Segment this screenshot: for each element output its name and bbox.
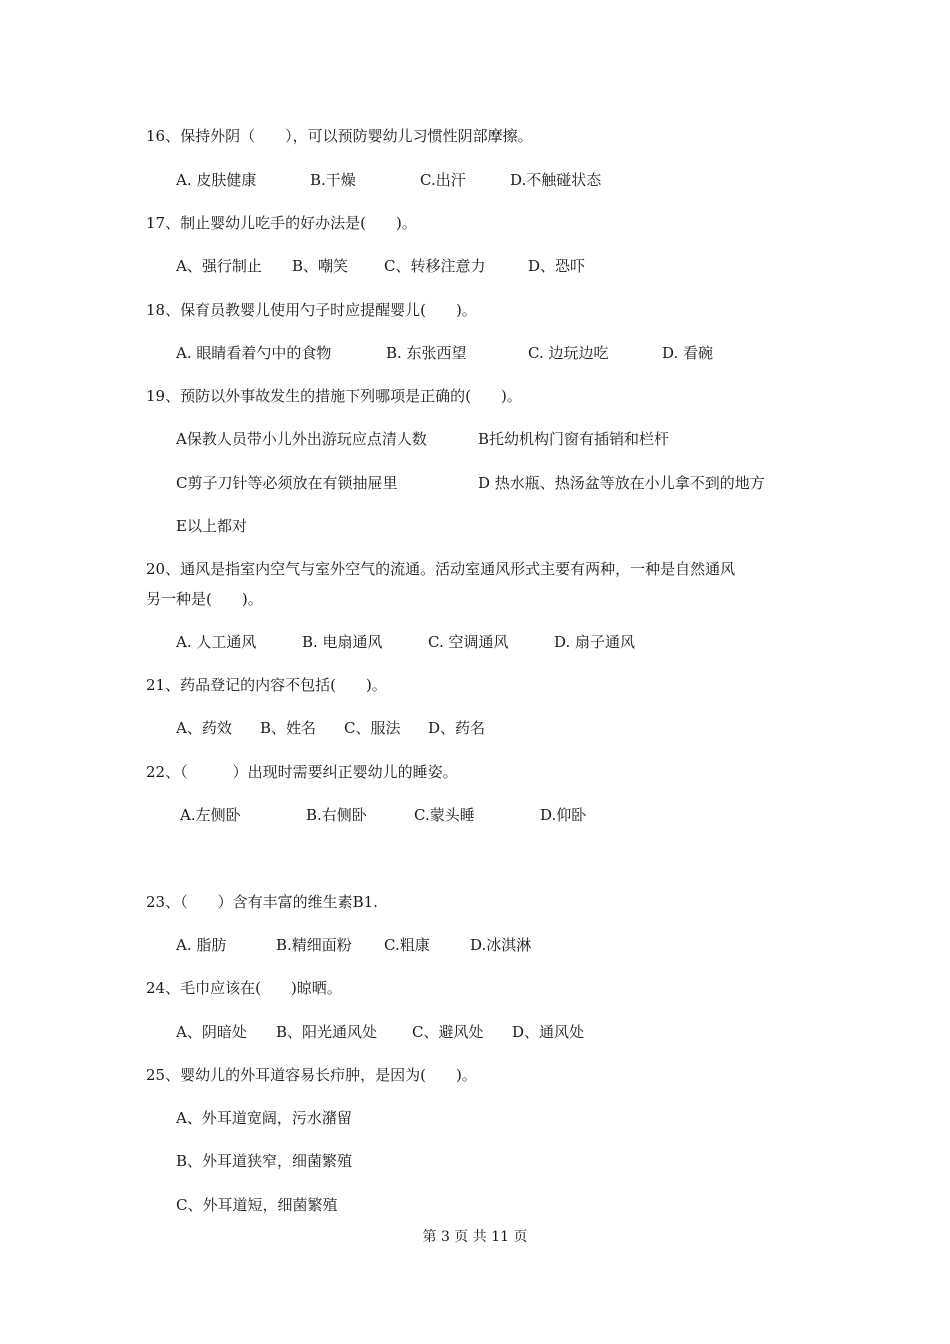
option-c: C.蒙头睡: [414, 806, 475, 824]
option-d: D.仰卧: [540, 806, 587, 824]
option-d: D、通风处: [512, 1023, 585, 1041]
option-a: A.左侧卧: [180, 806, 241, 824]
option-a: A、阴暗处: [176, 1023, 247, 1041]
option-a: A. 脂肪: [176, 936, 227, 954]
option-a: A. 皮肤健康: [176, 171, 257, 189]
option-b: B、姓名: [260, 719, 317, 737]
question-24: 24、毛巾应该在( )晾晒。: [146, 979, 342, 997]
option-b: B. 东张西望: [386, 344, 467, 362]
option-b: B、嘲笑: [292, 257, 349, 275]
question-22: 22、（ ）出现时需要纠正婴幼儿的睡姿。: [146, 763, 458, 781]
page-number-footer: 第 3 页 共 11 页: [422, 1229, 528, 1245]
option-b: B.精细面粉: [276, 936, 352, 954]
option-c: C.粗康: [384, 936, 430, 954]
option-c: C、服法: [344, 719, 401, 737]
option-e: E以上都对: [176, 517, 247, 535]
question-25: 25、婴幼儿的外耳道容易长疖肿，是因为( )。: [146, 1066, 477, 1084]
option-c: C、外耳道短，细菌繁殖: [176, 1196, 338, 1214]
option-b: B、外耳道狭窄，细菌繁殖: [176, 1152, 353, 1170]
option-d: D. 看碗: [662, 344, 714, 362]
question-16: 16、保持外阴（ ），可以预防婴幼儿习惯性阴部摩擦。: [146, 127, 533, 145]
option-c: C.出汗: [420, 171, 466, 189]
question-18: 18、保育员教婴儿使用勺子时应提醒婴儿( )。: [146, 301, 477, 319]
option-b: B托幼机构门窗有插销和栏杆: [478, 430, 670, 448]
question-23: 23、（ ）含有丰富的维生素B1.: [146, 893, 378, 911]
option-d: D、恐吓: [528, 257, 586, 275]
option-c: C、避风处: [412, 1023, 484, 1041]
option-d: D.不触碰状态: [510, 171, 602, 189]
option-d: D.冰淇淋: [470, 936, 532, 954]
question-21: 21、药品登记的内容不包括( )。: [146, 676, 387, 694]
option-c: C剪子刀针等必须放在有锁抽屉里: [176, 474, 398, 492]
question-20-line2: 另一种是( )。: [146, 590, 263, 608]
option-d: D、药名: [428, 719, 486, 737]
option-c: C、转移注意力: [384, 257, 486, 275]
option-b: B.右侧卧: [306, 806, 367, 824]
option-b: B.干燥: [310, 171, 356, 189]
option-d: D 热水瓶、热汤盆等放在小儿拿不到的地方: [478, 474, 765, 492]
option-c: C. 空调通风: [428, 633, 509, 651]
option-c: C. 边玩边吃: [528, 344, 609, 362]
question-17: 17、制止婴幼儿吃手的好办法是( )。: [146, 214, 417, 232]
option-a: A保教人员带小儿外出游玩应点清人数: [176, 430, 427, 448]
option-b: B. 电扇通风: [302, 633, 383, 651]
option-a: A、药效: [176, 719, 232, 737]
option-a: A、外耳道宽阔，污水潴留: [176, 1109, 352, 1127]
option-d: D. 扇子通风: [554, 633, 636, 651]
option-a: A、强行制止: [176, 257, 262, 275]
question-19: 19、预防以外事故发生的措施下列哪项是正确的( )。: [146, 387, 522, 405]
option-b: B、阳光通风处: [276, 1023, 378, 1041]
option-a: A. 眼睛看着勺中的食物: [176, 344, 332, 362]
question-20-line1: 20、通风是指室内空气与室外空气的流通。活动室通风形式主要有两种，一种是自然通风: [146, 560, 736, 578]
option-a: A. 人工通风: [176, 633, 257, 651]
